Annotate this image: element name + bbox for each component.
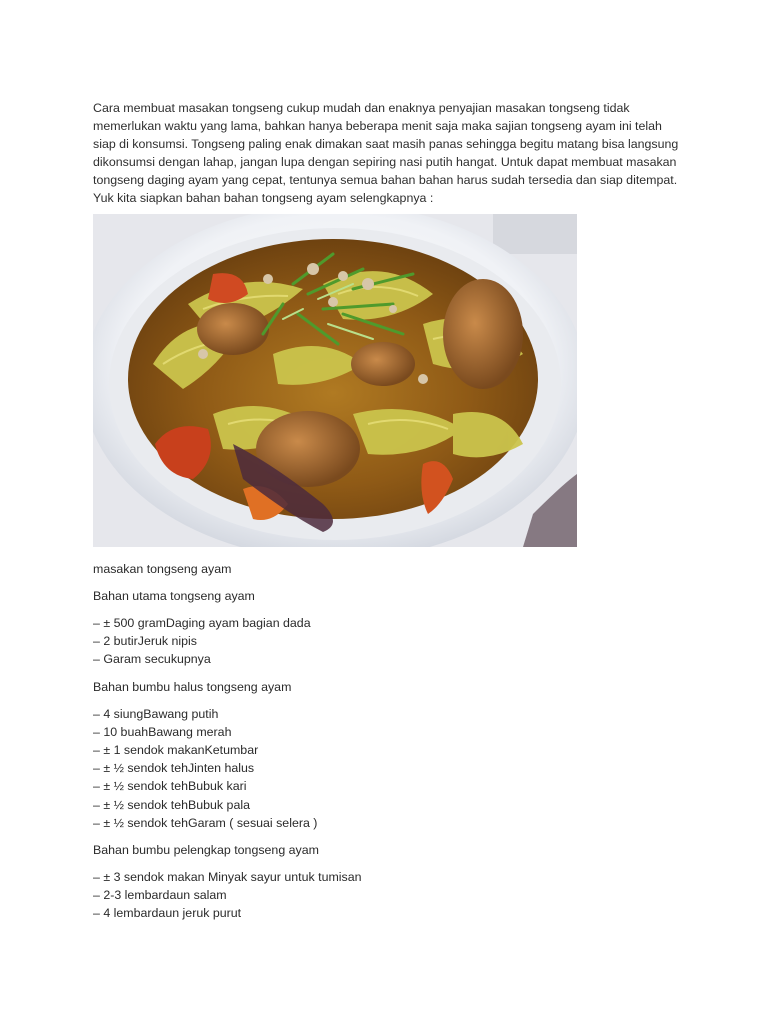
tongseng-ayam-photo	[93, 214, 577, 547]
list-item: – ± ½ sendok tehGaram ( sesuai selera )	[93, 815, 318, 830]
intro-paragraph: Cara membuat masakan tongseng cukup mudah dan enaknya penyajian masakan tongseng tidak memerlukan waktu yang lama, bahkan hanya beberapa menit saja maka sajian tongseng ayam ini telah siap di konsumsi. Tongseng paling enak dimakan saat masih panas sehingga begitu matang bisa langsung dikonsumsi dengan lahap, jangan lupa dengan sepiring nasi putih hangat. Untuk dapat membuat masakan tongseng daging ayam yang cepat, tentunya semua bahan bahan harus sudah tersedia dan siap ditempat. Yuk kita siapkan bahan bahan tongseng ayam selengkapnya :	[93, 101, 679, 205]
list-item: – ± ½ sendok tehBubuk pala	[93, 797, 250, 812]
list-item: – ± 500 gramDaging ayam bagian dada	[93, 616, 311, 630]
list-item: – Garam secukupnya	[93, 652, 211, 667]
list-item: – 4 siungBawang putih	[93, 706, 219, 721]
ingredient-list-bumbu-pelengkap	[93, 868, 683, 923]
ingredient-list-bumbu-halus	[93, 705, 683, 832]
list-item: – ± 1 sendok makanKetumbar	[93, 743, 259, 758]
list-item: – 10 buahBawang merah	[93, 724, 232, 739]
list-item: – 4 lembardaun jeruk purut	[93, 906, 242, 921]
list-item: – 2 butirJeruk nipis	[93, 634, 197, 649]
article-page	[93, 99, 683, 923]
ingredient-list-bahan-utama	[93, 614, 683, 669]
list-item: – ± ½ sendok tehJinten halus	[93, 761, 255, 776]
food-photo-illustration	[93, 214, 577, 547]
section-title-bahan-utama: Bahan utama tongseng ayam	[93, 589, 255, 603]
section-title-bumbu-halus: Bahan bumbu halus tongseng ayam	[93, 679, 292, 694]
list-item: – ± 3 sendok makan Minyak sayur untuk tumisan	[93, 870, 362, 885]
photo-caption: masakan tongseng ayam	[93, 562, 232, 576]
section-title-bumbu-pelengkap: Bahan bumbu pelengkap tongseng ayam	[93, 843, 319, 858]
list-item: – ± ½ sendok tehBubuk kari	[93, 779, 247, 794]
list-item: – 2-3 lembardaun salam	[93, 888, 227, 903]
